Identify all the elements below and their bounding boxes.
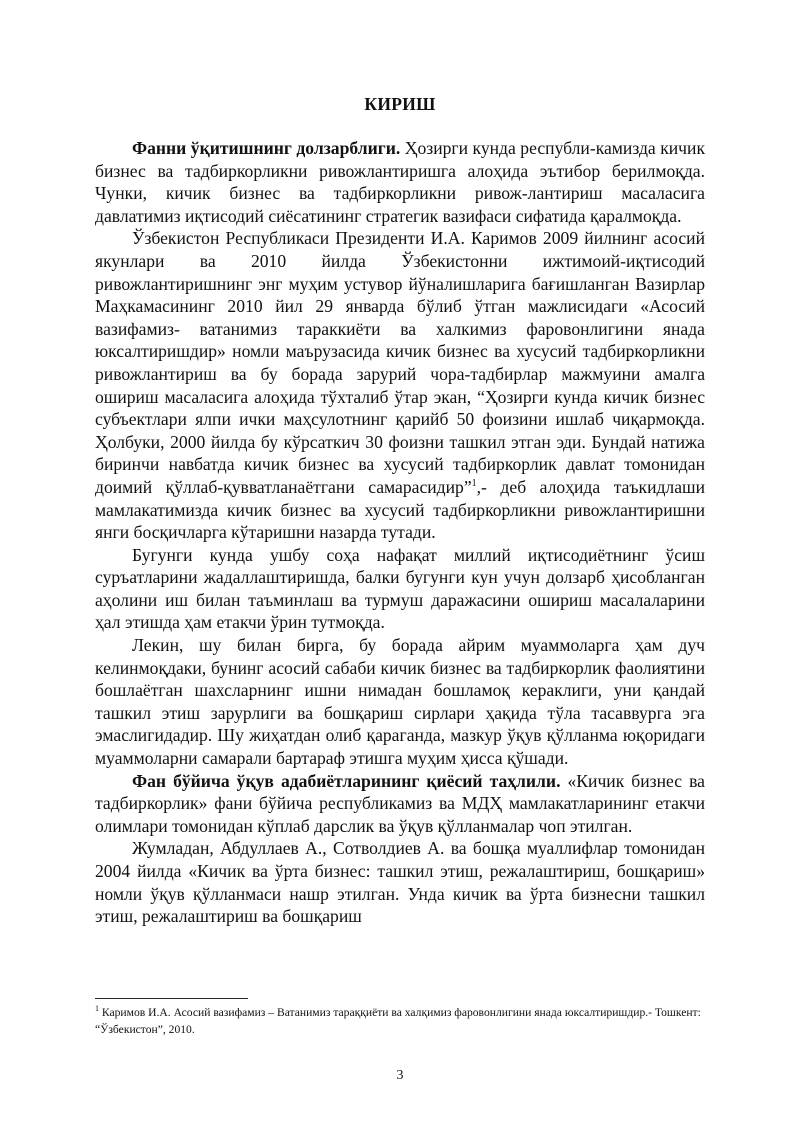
paragraph-2: [95, 227, 705, 543]
paragraph-3: [95, 544, 705, 634]
paragraph-5-text: «Кичик бизнес ва тадбиркорлик» фани бўйича республикамиз ва МДҲ мамлакатларининг етакчи олимлари томонидан кўплаб дарслик ва ўқув қўлланмалар чоп этилган.: [95, 770, 705, 836]
footnote-text: Каримов И.А. Асосий вазифамиз – Ватанимиз тараққиёти ва халқимиз фаровонлигини янада юксалтиришдир.- Тошкент: “Ўзбекистон”, 2010.: [95, 1006, 701, 1036]
paragraph-4-text: Лекин, шу билан бирга, бу борада айрим муаммоларга ҳам дуч келинмоқдаки, бунинг асосий сабаби кичик бизнес ва тадбиркорлик фаолиятини бошлаётган шахсларнинг ишни нимадан бошламоқ кераклиги, уни қандай ташкил этиш зарурлиги ва бошқариш сирлари ҳақида тўла тасаввурга эга эмаслигидадир. Шу жиҳатдан олиб қараганда, мазкур ўқув қўлланма юқоридаги муаммоларни самарали бартараф этишга муҳим ҳисса қўшади.: [95, 635, 705, 769]
paragraph-6: [95, 837, 705, 927]
paragraph-6-text: Жумладан, Абдуллаев А., Сотволдиев А. ва бошқа муаллифлар томонидан 2004 йилда «Кичик ва ўрта бизнес: ташкил этиш, режалаштириш, бошқариш» номли ўқув қўлланмаси нашр этилган. Унда кичик ва ўрта бизнесни ташкил этиш, режалаштириш ва бошқариш: [95, 838, 705, 927]
body-text: [95, 137, 705, 928]
paragraph-1: [95, 137, 705, 227]
paragraph-5: [95, 770, 705, 838]
chapter-title: КИРИШ: [364, 94, 436, 114]
paragraph-3-text: Бугунги кунда ушбу соҳа нафақат миллий иқтисодиётнинг ўсиш суръатларини жадаллаштиришда, балки бугунги кун учун долзарб ҳисобланган аҳолини иш билан таъминлаш ва турмуш даражасини ошириш масалаларини ҳал этишда ҳам етакчи ўрин тутмоқда.: [95, 544, 705, 633]
paragraph-1-lead: Фанни ўқитишнинг долзарблиги.: [132, 138, 401, 158]
footnote-number: 1: [95, 1004, 99, 1014]
paragraph-2-text: Ўзбекистон Республикаси Президенти И.А. Каримов 2009 йилнинг асосий якунлари ва 2010 йилда Ўзбекистонни ижтимоий-иқтисодий ривожлантиришнинг энг муҳим устувор йўналишларига бағишланган Вазирлар Маҳкамасининг 2010 йил 29 январда бўлиб ўтган мажлисидаги «Асосий вазифамиз- ватанимиз тараккиёти ва халкимиз фаровонлигини янада юксалтиришдир» номли маърузасида кичик бизнес ва хусусий тадбиркорликни ривожлантириш ва бу борада зарурий чора-тадбирлар мажмуини амалга ошириш масаласига алоҳида тўхталиб ўтар экан, “Ҳозирги кунда кичик бизнес субъектлари ялпи ички маҳсулотнинг қарийб 50 фоизини ишлаб чиқармоқда. Ҳолбуки, 2000 йилда бу кўрсаткич 30 фоизни ташкил этган эди. Бундай натижа биринчи навбатда кичик бизнес ва хусусий тадбиркорлик давлат томонидан доимий қўллаб-қувватланаётгани самарасидир”: [95, 228, 705, 497]
paragraph-5-lead: Фан бўйича ўқув адабиётларининг қиёсий таҳлили.: [132, 770, 561, 791]
footnote-separator: [95, 998, 248, 999]
paragraph-1-text: Ҳозирги кунда республи-камизда кичик бизнес ва тадбиркорликни ривожлантиришга алоҳида эътибор берилмоқда. Чунки, кичик бизнес ва тадбиркорликни ривож-лантириш масаласига давлатимиз иқтисодий сиёсатининг стратегик вазифаси сифатида қаралмоқда.: [95, 138, 705, 226]
paragraph-4: [95, 634, 705, 770]
page-number: 3: [396, 1068, 404, 1083]
footnote-reference[interactable]: 1: [471, 478, 477, 490]
paragraph-2-text-after: ,- деб алоҳида таъкидлаши мамлакатимизда кичик бизнес ва хусусий тадбиркорликни ривожлантиришни янги босқичларга кўтаришни назарда тутади.: [95, 476, 705, 543]
footnote: [95, 1004, 705, 1038]
